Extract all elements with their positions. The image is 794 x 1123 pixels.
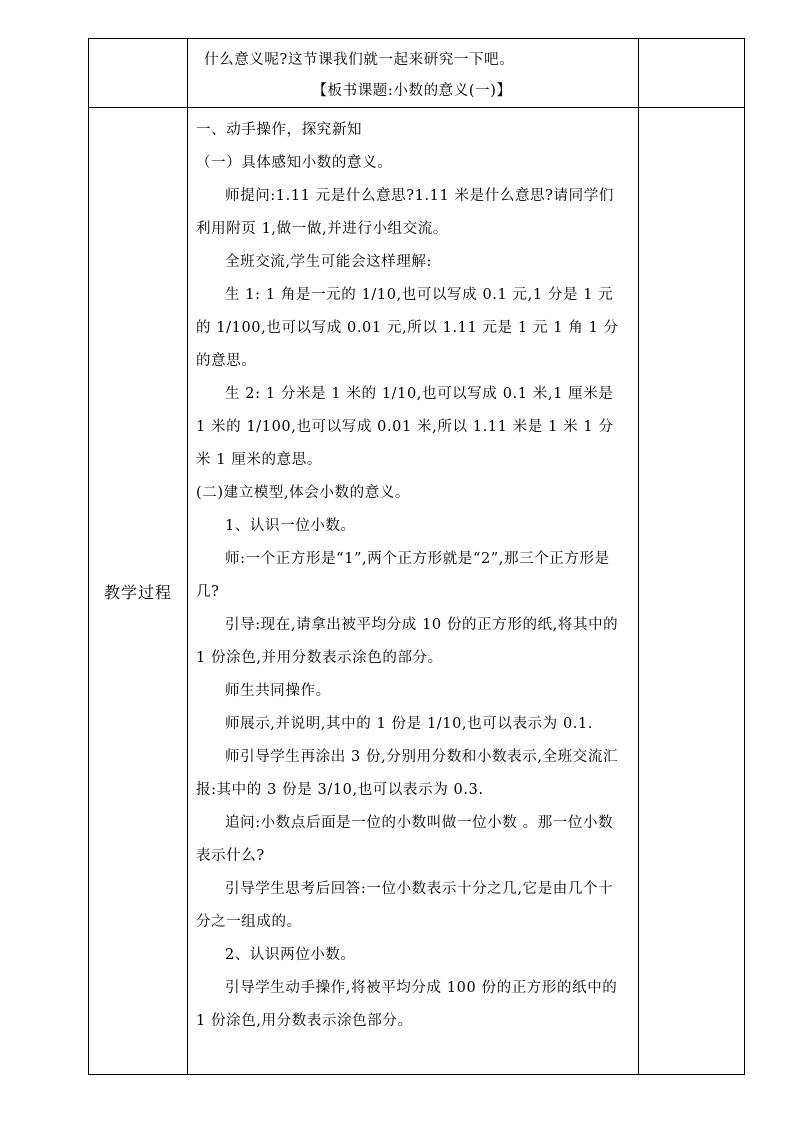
- content-cell: [188, 108, 639, 1075]
- paragraph: 生 1: 1 角是一元的 1/10,也可以写成 0.1 元,1 分是 1 元的 1/100,也可以写成 0.01 元,所以 1.11 元是 1 元 1 角 1 分的意思。: [196, 287, 619, 369]
- label-cell-empty: [89, 39, 188, 108]
- notes-cell: [639, 108, 745, 1075]
- paragraph: 师:一个正方形是“1”,两个正方形就是“2”,那三个正方形是几?: [196, 551, 610, 600]
- paragraph: 引导:现在,请拿出被平均分成 10 份的正方形的纸,将其中的 1 份涂色,并用分数表示涂色的部分。: [196, 617, 619, 666]
- paragraph: 师提问:1.11 元是什么意思?1.11 米是什么意思?请同学们利用附页 1,做一做,并进行小组交流。: [196, 188, 614, 237]
- table-row: [89, 39, 745, 108]
- subsection-heading: （一）具体感知小数的意义。: [196, 155, 393, 171]
- paragraph: 什么意义呢?这节课我们就一起来研究一下吧。: [204, 52, 515, 68]
- paragraph: 师引导学生再涂出 3 份,分别用分数和小数表示,全班交流汇报:其中的 3 份是 3/10,也可以表示为 0.3.: [196, 749, 619, 798]
- board-title: 【板书课题:小数的意义(一)】: [312, 83, 512, 99]
- section-label: 教学过程: [89, 108, 188, 1075]
- paragraph: 追问:小数点后面是一位的小数叫做一位小数 。那一位小数表示什么?: [196, 815, 614, 864]
- table-row: [89, 108, 745, 1075]
- subsection-heading: (二)建立模型,体会小数的意义。: [196, 485, 411, 501]
- paragraph: 师生共同操作。: [225, 683, 331, 699]
- paragraph: 引导学生动手操作,将被平均分成 100 份的正方形的纸中的 1 份涂色,用分数表示涂色部分。: [196, 980, 618, 1029]
- paragraph: 师展示,并说明,其中的 1 份是 1/10,也可以表示为 0.1.: [225, 716, 594, 732]
- paragraph: 2、认识两位小数。: [225, 947, 356, 963]
- content-cell: [188, 39, 639, 108]
- lesson-plan-table: [88, 38, 745, 1075]
- paragraph: 1、认识一位小数。: [225, 518, 356, 534]
- paragraph: 全班交流,学生可能会这样理解:: [225, 254, 432, 270]
- section-heading: 一、动手操作，探究新知: [196, 122, 363, 138]
- paragraph: 引导学生思考后回答:一位小数表示十分之几,它是由几个十分之一组成的。: [196, 881, 614, 930]
- notes-cell: [639, 39, 745, 108]
- paragraph: 生 2: 1 分米是 1 米的 1/10,也可以写成 0.1 米,1 厘米是 1 米的 1/100,也可以写成 0.01 米,所以 1.11 米是 1 米 1 分米 1 厘米的意思。: [196, 386, 614, 468]
